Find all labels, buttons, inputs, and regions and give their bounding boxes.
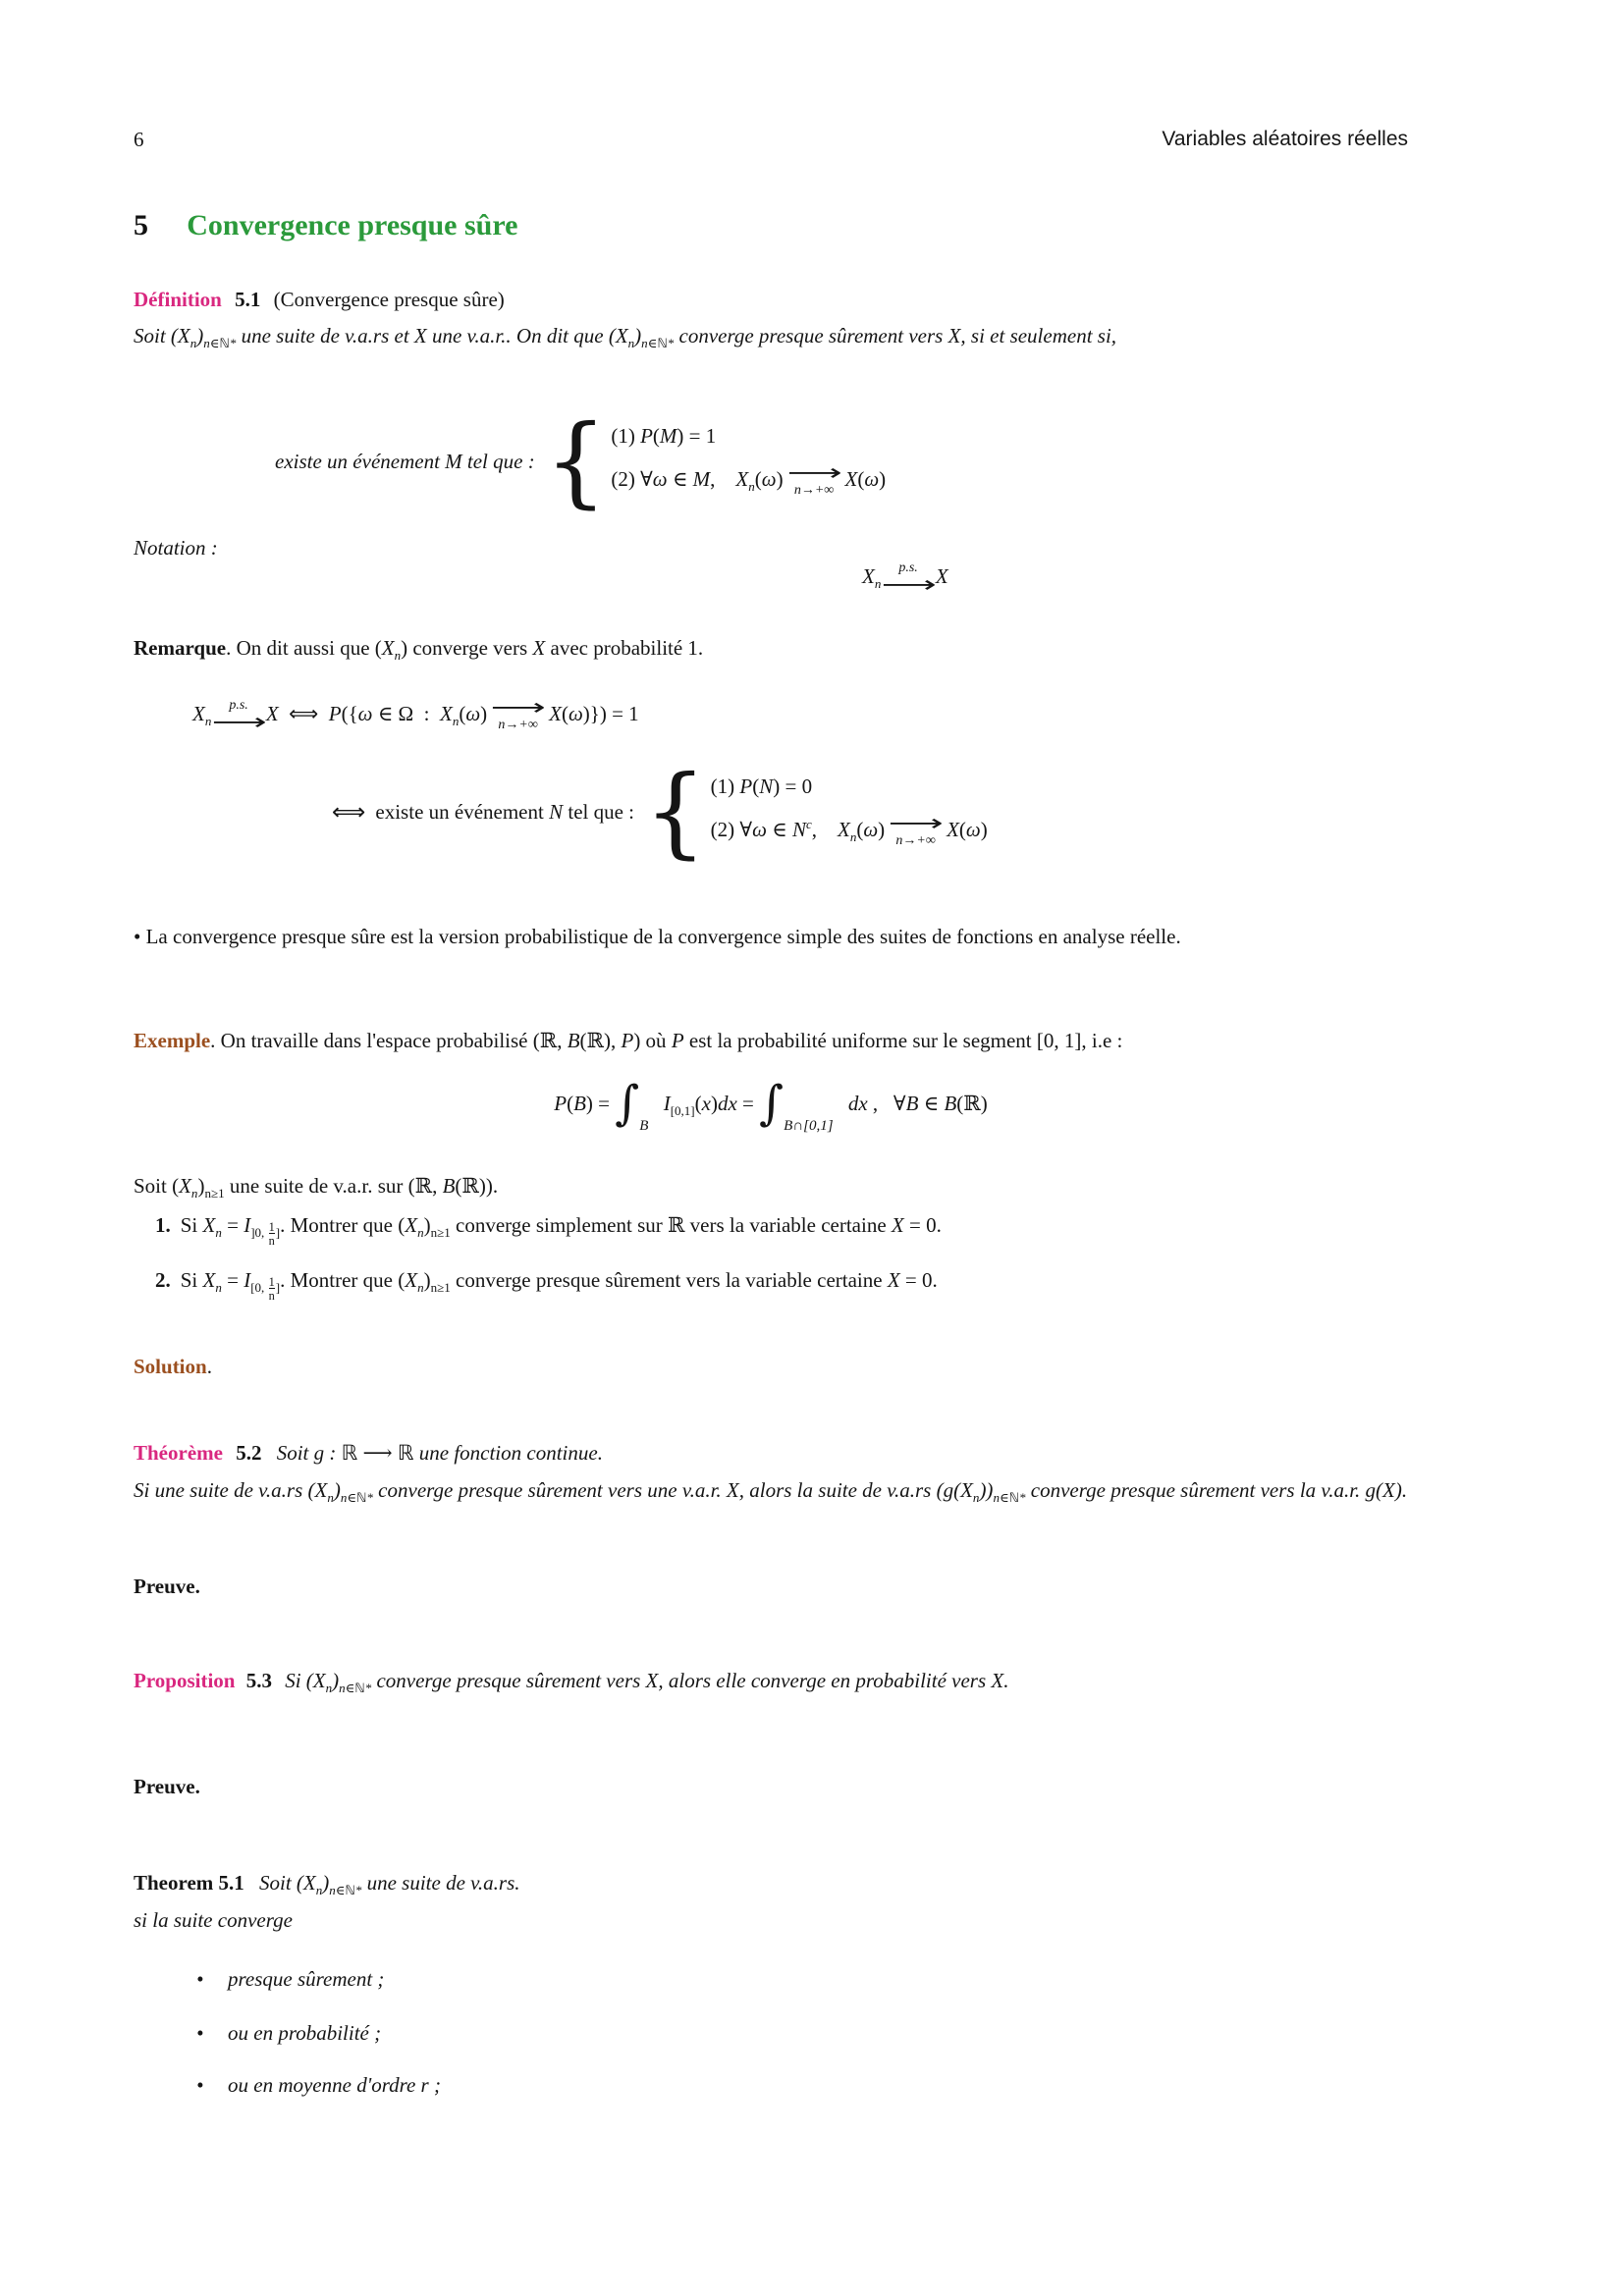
- cases-M-line2: (2) ∀ω ∈ M, $X_n(\omega)$ ⟶ n→+∞ X(ω): [611, 460, 887, 498]
- display-cases-M: [275, 417, 886, 506]
- page-number: 6: [134, 128, 144, 151]
- soit-line: Soit $(X_n)_{n\ge 1}$ une suite de v.a.r. sur (ℝ, B(ℝ)).: [134, 1174, 499, 1201]
- definition-label: Définition: [134, 288, 222, 311]
- cases-N-lead: existe un événement N tel que :: [375, 799, 635, 824]
- bullet-icon: •: [196, 1967, 204, 1991]
- exemple-text: . On travaille dans l'espace probabilisé (ℝ, B(ℝ), P) où P est la probabilité uniforme sur le segment [0, 1], i.e :: [210, 1029, 1123, 1052]
- bullet-icon: •: [196, 2021, 204, 2045]
- theorem-en-heading: [134, 1871, 1408, 1896]
- definition-body: Soit $(X_n)_{n\in ℕ*}$ une suite de v.a.rs et X une v.a.r.. On dit que $(X_n)_{n\in ℕ*}$ converge presque sûrement vers X, si et seulement si,: [134, 324, 1117, 351]
- list-item: [155, 1213, 1408, 1248]
- left-brace: [644, 768, 707, 856]
- item-text: Si $X_n = I_{]0, \frac{1}{n} ]}$. Montrer que $(X_n)_{n\ge 1}$ converge simplement sur ℝ vers la variable certaine X = 0.: [180, 1213, 942, 1249]
- list-item: [196, 2073, 1471, 2098]
- notation-label: Notation :: [134, 536, 218, 560]
- definition-heading: [134, 288, 1408, 312]
- solution-heading: [134, 1355, 1408, 1379]
- theorem-en-label: Theorem 5.1: [134, 1871, 244, 1895]
- probability-equation-body: $P(B) = \int_B$ $I_{[0,1]}(x)dx = \int_{B\cap[0,1]}$ dx , ∀B ∈ B(ℝ): [554, 1076, 988, 1134]
- theoreme-heading: [134, 1441, 1408, 1466]
- item-number: 2.: [155, 1268, 171, 1292]
- solution-period: .: [206, 1355, 212, 1378]
- left-brace: [545, 417, 608, 506]
- remarque-text: . On dit aussi que $(X_n)$ converge vers X avec probabilité 1.: [226, 636, 704, 664]
- definition-number: 5.1: [235, 288, 261, 311]
- bullet-icon: •: [196, 2073, 204, 2097]
- probability-equation: [134, 1076, 1408, 1134]
- page-header: [134, 128, 1408, 152]
- theoreme-number: 5.2: [236, 1441, 262, 1465]
- exemple-label: Exemple: [134, 1029, 211, 1052]
- bullet-text: presque sûrement ;: [228, 1967, 385, 1991]
- list-item: [196, 1967, 1471, 1992]
- remarque-label: Remarque: [134, 636, 227, 660]
- definition-subtitle: (Convergence presque sûre): [273, 288, 505, 311]
- equiv-line1: $X_n$ p.s. ⟶ X ⟺ P({ω ∈ Ω : $X_n(\omega)$ ⟶ n→+∞ X(ω)}) = 1: [192, 695, 639, 735]
- exemple-paragraph: [134, 1025, 1408, 1057]
- theoreme-body: Si une suite de v.a.rs $(X_n)_{n\in ℕ*}$ converge presque sûrement vers une v.a.r. X, alors la suite de v.a.rs $(g(X_n))_{n\in ℕ*}$ converge presque sûrement vers la v.a.r. g(X).: [134, 1478, 1408, 1506]
- theoreme-label: Théorème: [134, 1441, 223, 1465]
- proposition-body: Si $(X_n)_{n\in ℕ*}$ converge presque sûrement vers X, alors elle converge en probabilité vers X.: [285, 1669, 1009, 1696]
- item-number: 1.: [155, 1213, 171, 1237]
- preuve-heading: Preuve.: [134, 1575, 200, 1598]
- section-heading: [134, 209, 1408, 242]
- item-text: Si $X_n = I_{[0, \frac{1}{n} ]}$. Montrer que $(X_n)_{n\ge 1}$ converge presque sûrement vers la variable certaine X = 0.: [180, 1268, 938, 1304]
- theoreme-lead: Soit g : ℝ ⟶ ℝ une fonction continue.: [276, 1441, 603, 1465]
- bullet-note: • La convergence presque sûre est la version probabilistique de la convergence simple des suites de fonctions en analyse réelle.: [134, 925, 1181, 948]
- preuve-heading: Preuve.: [134, 1775, 200, 1798]
- cases-M-lead: existe un événement M tel que :: [275, 449, 535, 473]
- solution-label: Solution: [134, 1355, 207, 1378]
- list-item: [196, 2021, 1471, 2046]
- proposition-number: 5.3: [245, 1669, 272, 1692]
- cases-N-line2: (2) ∀ω ∈ $N^c$, $X_n(\omega)$ ⟶ n→+∞ X(ω): [710, 811, 988, 848]
- bullet-text: ou en moyenne d'ordre r ;: [228, 2073, 441, 2097]
- iff-arrow: ⟺: [332, 798, 366, 826]
- section-title: Convergence presque sûre: [187, 209, 518, 241]
- list-item: [155, 1268, 1408, 1303]
- cases-N-line1: (1) P(N) = 0: [710, 774, 813, 799]
- theorem-en-lead: Soit $(X_n)_{n\in ℕ*}$ une suite de v.a.rs.: [259, 1871, 520, 1898]
- theorem-en-line2: si la suite converge: [134, 1908, 293, 1932]
- section-number: 5: [134, 209, 148, 241]
- proposition-label: Proposition: [134, 1669, 236, 1692]
- equiv-line2: [332, 768, 988, 856]
- header-title: Variables aléatoires réelles: [1162, 128, 1408, 150]
- notation-equation: $X_n$ p.s. ⟶ X: [862, 561, 948, 598]
- proposition-paragraph: [134, 1665, 1408, 1697]
- bullet-text: ou en probabilité ;: [228, 2021, 382, 2045]
- cases-M-line1: (1) P(M) = 1: [611, 424, 717, 449]
- remarque-paragraph: [134, 636, 1408, 664]
